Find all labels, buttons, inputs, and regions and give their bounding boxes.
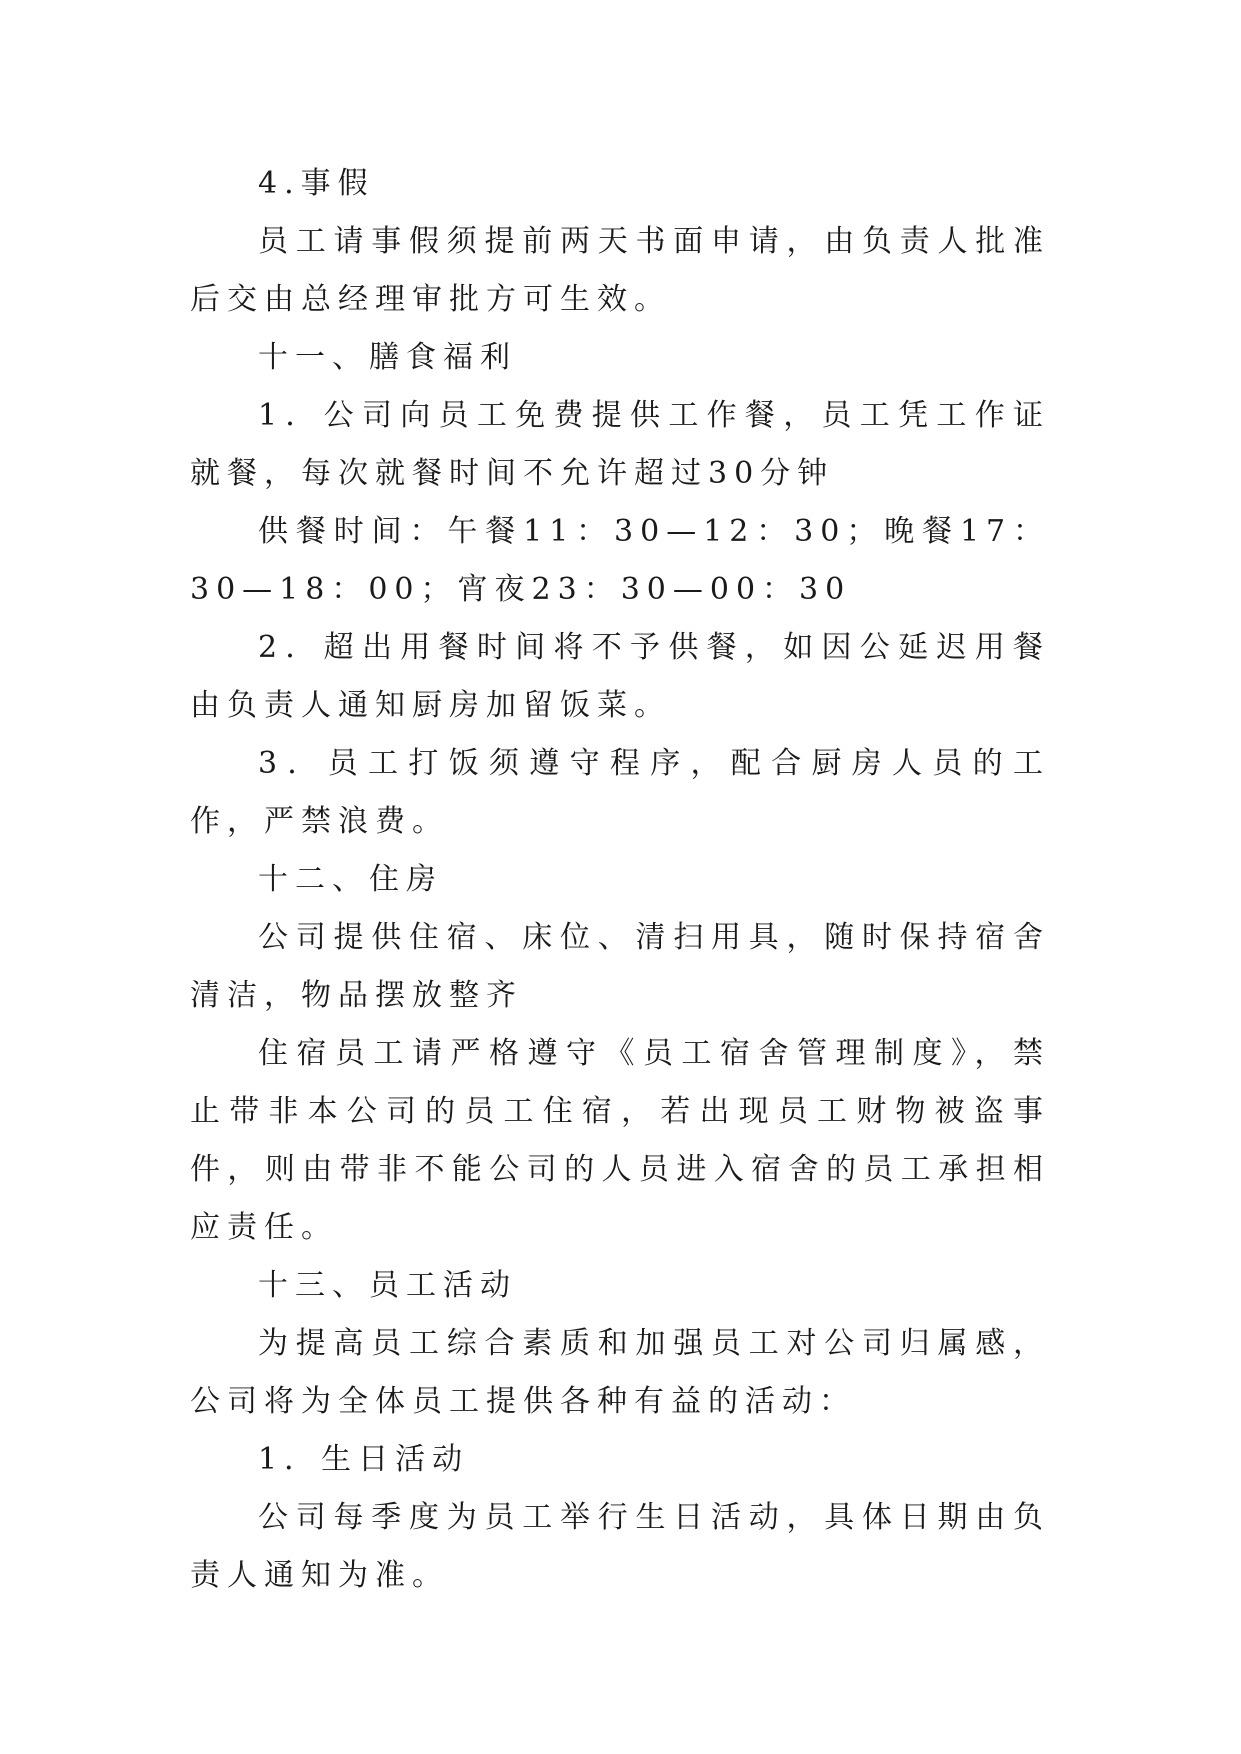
section-heading-housing: 十二、住房 — [258, 862, 443, 897]
paragraph-dormitory-rules: 住宿员工请严格遵守《员工宿舍管理制度》，禁止带非本公司的员工住宿，若出现员工财物被盗事件，则由带非不能公司的人员进入宿舍的员工承担相应责任。 — [190, 1036, 1050, 1245]
paragraph-personal-leave-rule: 员工请事假须提前两天书面申请，由负责人批准后交由总经理审批方可生效。 — [190, 224, 1050, 317]
document-body — [190, 155, 1050, 1605]
paragraph-activities-intro: 为提高员工综合素质和加强员工对公司归属感，公司将为全体员工提供各种有益的活动： — [190, 1326, 1050, 1419]
paragraph-meal-rule-3: 3．员工打饭须遵守程序，配合厨房人员的工作，严禁浪费。 — [190, 746, 1050, 839]
section-heading-employee-activities: 十三、员工活动 — [258, 1268, 517, 1303]
subheading-birthday-activity: 1．生日活动 — [258, 1442, 470, 1477]
paragraph-meal-rule-1: 1．公司向员工免费提供工作餐，员工凭工作证就餐，每次就餐时间不允许超过30分钟 — [190, 398, 1050, 491]
paragraph-meal-rule-2: 2．超出用餐时间将不予供餐，如因公延迟用餐由负责人通知厨房加留饭菜。 — [190, 630, 1050, 723]
section-heading-meal-benefits: 十一、膳食福利 — [258, 340, 517, 375]
paragraph-meal-times: 供餐时间：午餐11：30—12：30；晚餐17：30—18：00；宵夜23：30—00：30 — [190, 514, 1050, 607]
section-heading-personal-leave: 4.事假 — [258, 166, 375, 201]
paragraph-birthday-activity: 公司每季度为员工举行生日活动，具体日期由负责人通知为准。 — [190, 1500, 1050, 1593]
paragraph-housing-provision: 公司提供住宿、床位、清扫用具，随时保持宿舍清洁，物品摆放整齐 — [190, 920, 1050, 1013]
